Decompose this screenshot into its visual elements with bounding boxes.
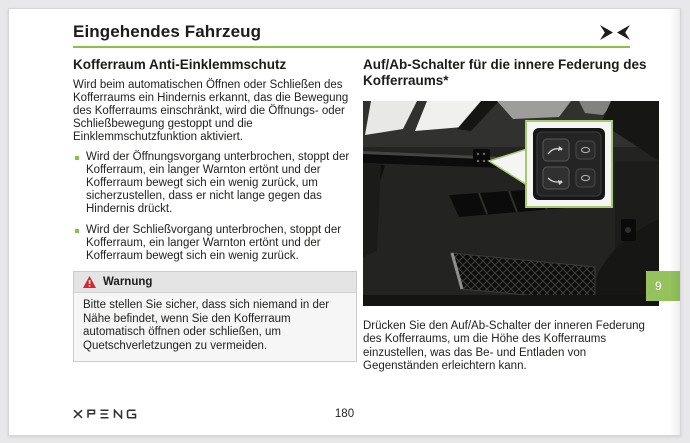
warning-header	[74, 272, 356, 293]
warning-text: Bitte stellen Sie sicher, dass sich niemand in der Nähe befindet, wenn Sie den Kofferraum automatisch öffnen oder schließen, um Quetschverletzungen zu vermeiden.	[74, 293, 356, 361]
warning-triangle-icon	[83, 276, 96, 288]
list-item	[73, 151, 357, 216]
caption-paragraph: Drücken Sie den Auf/Ab-Schalter der inneren Federung des Kofferraums, um die Höhe des Kofferraums einzustellen, was das Be- und Entladen von Gegenständen erleichtern kann.	[363, 319, 645, 373]
bullet-list	[73, 151, 357, 263]
bullet-text: Wird der Öffnungsvorgang unterbrochen, stoppt der Kofferraum, ein langer Warnton ertönt und der Kofferraum bewegt sich ein wenig zurück, um sicherzustellen, dass er nicht lange gegen das Hindernis drückt.	[86, 151, 350, 216]
xpeng-x-logo	[600, 25, 630, 40]
warning-title: Warnung	[103, 276, 153, 289]
chapter-tab[interactable]: 9	[646, 271, 680, 301]
section-heading-suspension-switch: Auf/Ab-Schalter für die innere Federung des Kofferraums*	[363, 57, 647, 89]
switch-inset-zoom	[526, 121, 612, 207]
intro-paragraph: Wird beim automatischen Öffnen oder Schließen des Kofferraums ein Hindernis erkannt, das die Bewegung des Kofferraums einschränkt, wird die Öffnungs- oder Schließbewegung gestoppt und die Einklemmschutzfunktion aktiviert.	[73, 79, 349, 144]
bullet-dot-icon	[75, 156, 79, 160]
content-columns	[9, 48, 680, 374]
page-footer	[9, 408, 680, 422]
section-heading-anti-pinch: Kofferraum Anti-Einklemmschutz	[73, 57, 287, 72]
trunk-down-button	[543, 167, 569, 189]
switch-location	[473, 149, 490, 166]
page-header	[9, 9, 680, 42]
bullet-text: Wird der Schließvorgang unterbrochen, stoppt der Kofferraum, ein langer Warnton ertönt und der Kofferraum bewegt sich ein wenig zurück.	[86, 224, 342, 263]
list-item	[73, 224, 357, 263]
page-title: Eingehendes Fahrzeug	[73, 22, 262, 41]
page-number: 180	[334, 408, 355, 420]
manual-page	[8, 8, 681, 436]
trunk-photo-illustration	[363, 101, 659, 306]
left-column	[73, 55, 357, 374]
trunk-up-button	[543, 139, 569, 161]
xpeng-wordmark-logo	[73, 409, 137, 419]
warning-box	[73, 271, 357, 362]
right-column	[363, 55, 661, 374]
bullet-dot-icon	[75, 229, 79, 233]
